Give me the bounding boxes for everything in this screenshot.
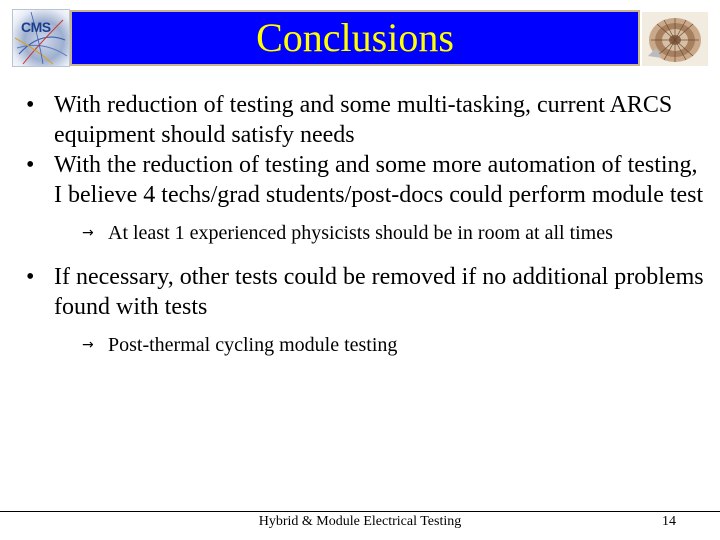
bullet-3-symbol: • [26,264,35,290]
bullet-1 [26,90,706,150]
bullet-2-symbol: • [26,152,35,178]
footer-title: Hybrid & Module Electrical Testing [258,514,462,529]
footer-divider [0,511,720,512]
sub-bullet-3-1 [82,332,706,358]
bullet-3 [26,262,706,322]
slide-content [26,90,706,358]
cms-logo-icon [12,9,70,67]
sub-bullet-2-1 [82,220,706,246]
bullet-3-text: If necessary, other tests could be removed if no additional problems found with tests [54,264,704,320]
slide-title: Conclusions [256,15,454,60]
bullet-2-text: With the reduction of testing and some more automation of testing, I believe 4 techs/grad students/post-docs could perform module test [54,152,704,208]
detector-photo-graphic [642,12,708,66]
page-number: 14 [662,514,676,529]
bullet-2 [26,150,706,210]
detector-photo-icon [642,12,708,66]
sub-bullet-3-1-text: Post-thermal cycling module testing [108,334,398,356]
sub-bullet-2-1-text: At least 1 experienced physicists should be in room at all times [108,222,613,244]
cms-logo-text: CMS [21,19,51,35]
bullet-1-text: With reduction of testing and some multi-tasking, current ARCS equipment should satisfy needs [54,92,673,148]
arrow-icon: → [82,225,94,241]
arrow-icon: → [82,337,94,353]
bullet-1-symbol: • [26,92,35,118]
title-bar [70,10,640,66]
